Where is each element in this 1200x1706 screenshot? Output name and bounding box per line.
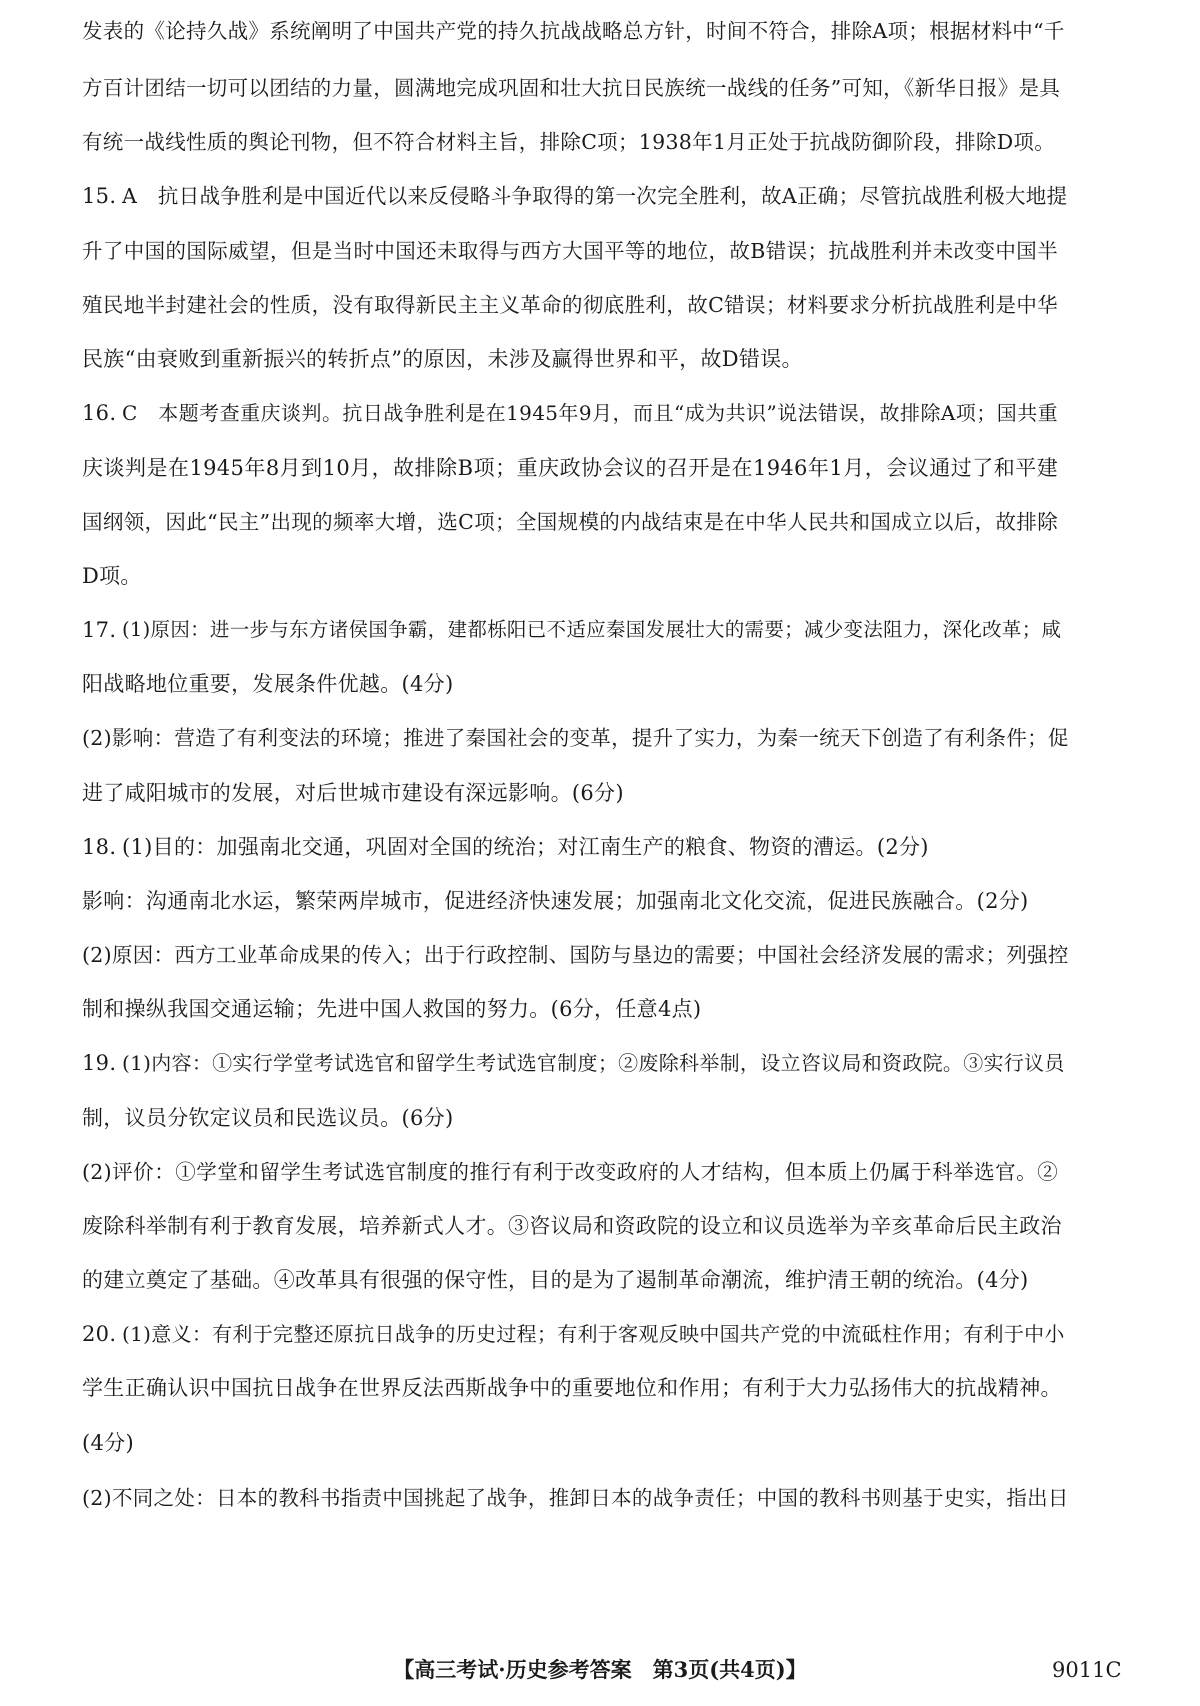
text-line [0,502,1200,542]
text-line [0,176,1200,216]
line-text: D项。 [82,564,142,588]
text-line [0,556,1200,596]
text-line [0,989,1200,1029]
question-number: 18. [82,835,117,859]
text-line [0,935,1200,975]
line-text: 制和操纵我国交通运输；先进中国人救国的努力。(6分，任意4点) [82,997,702,1021]
line-text: 学生正确认识中国抗日战争在世界反法西斯战争中的重要地位和作用；有利于大力弘扬伟大的抗战精神。 [82,1376,1062,1400]
line-text: 发表的《论持久战》系统阐明了中国共产党的持久抗战战略总方针，时间不符合，排除A项；根据材料中“千 [82,19,1065,43]
question-number: 17. [82,618,117,642]
text-line [0,11,1200,51]
text-line [0,1423,1200,1463]
line-text: 升了中国的国际威望，但是当时中国还未取得与西方大国平等的地位，故B错误；抗战胜利并未改变中国半 [82,239,1058,263]
text-line [0,231,1200,271]
text-line [0,1260,1200,1300]
line-text: C 本题考查重庆谈判。抗日战争胜利是在1945年9月，而且“成为共识”说法错误，故排除A项；国共重 [122,401,1058,425]
line-text: 废除科举制有利于教育发展，培养新式人才。③咨议局和资政院的设立和议员选举为辛亥革命后民主政治 [82,1214,1062,1238]
text-line [0,1368,1200,1408]
line-text: 阳战略地位重要，发展条件优越。(4分) [82,672,454,696]
line-text: 民族“由衰败到重新振兴的转折点”的原因，未涉及赢得世界和平，故D错误。 [82,347,803,371]
line-text: (2)不同之处：日本的教科书指责中国挑起了战争，推卸日本的战争责任；中国的教科书则基于史实，指出日 [82,1486,1069,1510]
text-line [0,610,1200,650]
text-line [0,827,1200,867]
text-line [0,881,1200,921]
line-text: (1)意义：有利于完整还原抗日战争的历史过程；有利于客观反映中国共产党的中流砥柱作用；有利于中小 [122,1322,1065,1346]
line-text: (2)原因：西方工业革命成果的传入；出于行政控制、国防与垦边的需要；中国社会经济发展的需求；列强控 [82,943,1069,967]
question-number: 15. [82,184,117,208]
text-line [0,285,1200,325]
question-number: 16. [82,401,117,425]
text-line [0,1206,1200,1246]
line-text: (1)目的：加强南北交通，巩固对全国的统治；对江南生产的粮食、物资的漕运。(2分) [122,835,929,859]
page-footer [0,1650,1200,1690]
text-line [0,664,1200,704]
line-text: 影响：沟通南北水运，繁荣两岸城市，促进经济快速发展；加强南北文化交流，促进民族融合。(2分) [82,889,1029,913]
line-text: 制，议员分钦定议员和民选议员。(6分) [82,1106,454,1130]
line-text: 庆谈判是在1945年8月到10月，故排除B项；重庆政协会议的召开是在1946年1月，会议通过了和平建 [82,456,1058,480]
text-line [0,773,1200,813]
line-text: A 抗日战争胜利是中国近代以来反侵略斗争取得的第一次完全胜利，故A正确；尽管抗战胜利极大地提 [122,184,1068,208]
text-line [0,339,1200,379]
line-text: 的建立奠定了基础。④改革具有很强的保守性，目的是为了遏制革命潮流，维护清王朝的统治。(4分) [82,1268,1029,1292]
text-line [0,1478,1200,1518]
text-line [0,448,1200,488]
line-text: (2)评价：①学堂和留学生考试选官制度的推行有利于改变政府的人才结构，但本质上仍属于科举选官。② [82,1160,1058,1184]
question-number: 20. [82,1322,117,1346]
line-text: 方百计团结一切可以团结的力量，圆满地完成巩固和壮大抗日民族统一战线的任务”可知，《新华日报》是具 [82,76,1061,100]
line-text: 进了咸阳城市的发展，对后世城市建设有深远影响。(6分) [82,781,624,805]
text-line [0,718,1200,758]
text-line [0,1152,1200,1192]
text-line [0,1043,1200,1083]
line-text: 国纲领，因此“民主”出现的频率大增，选C项；全国规模的内战结束是在中华人民共和国成立以后，故排除 [82,510,1058,534]
line-text: (4分) [82,1431,134,1455]
text-line [0,1314,1200,1354]
line-text: (2)影响：营造了有利变法的环境；推进了秦国社会的变革，提升了实力，为秦一统天下创造了有利条件；促 [82,726,1069,750]
text-line [0,68,1200,108]
line-text: 殖民地半封建社会的性质，没有取得新民主主义革命的彻底胜利，故C错误；材料要求分析抗战胜利是中华 [82,293,1058,317]
text-line [0,122,1200,162]
question-number: 19. [82,1051,117,1075]
line-text: (1)内容：①实行学堂考试选官和留学生考试选官制度；②废除科举制，设立咨议局和资政院。③实行议员 [122,1051,1065,1075]
text-line [0,393,1200,433]
footer-code: 9011C [1052,1658,1122,1682]
footer-title: 【高三考试·历史参考答案 第3页(共4页)】 [393,1657,807,1682]
line-text: 有统一战线性质的舆论刊物，但不符合材料主旨，排除C项；1938年1月正处于抗战防御阶段，排除D项。 [82,130,1056,154]
text-line [0,1098,1200,1138]
line-text: (1)原因：进一步与东方诸侯国争霸，建都栎阳已不适应秦国发展壮大的需要；减少变法阻力，深化改革；咸 [122,618,1062,641]
